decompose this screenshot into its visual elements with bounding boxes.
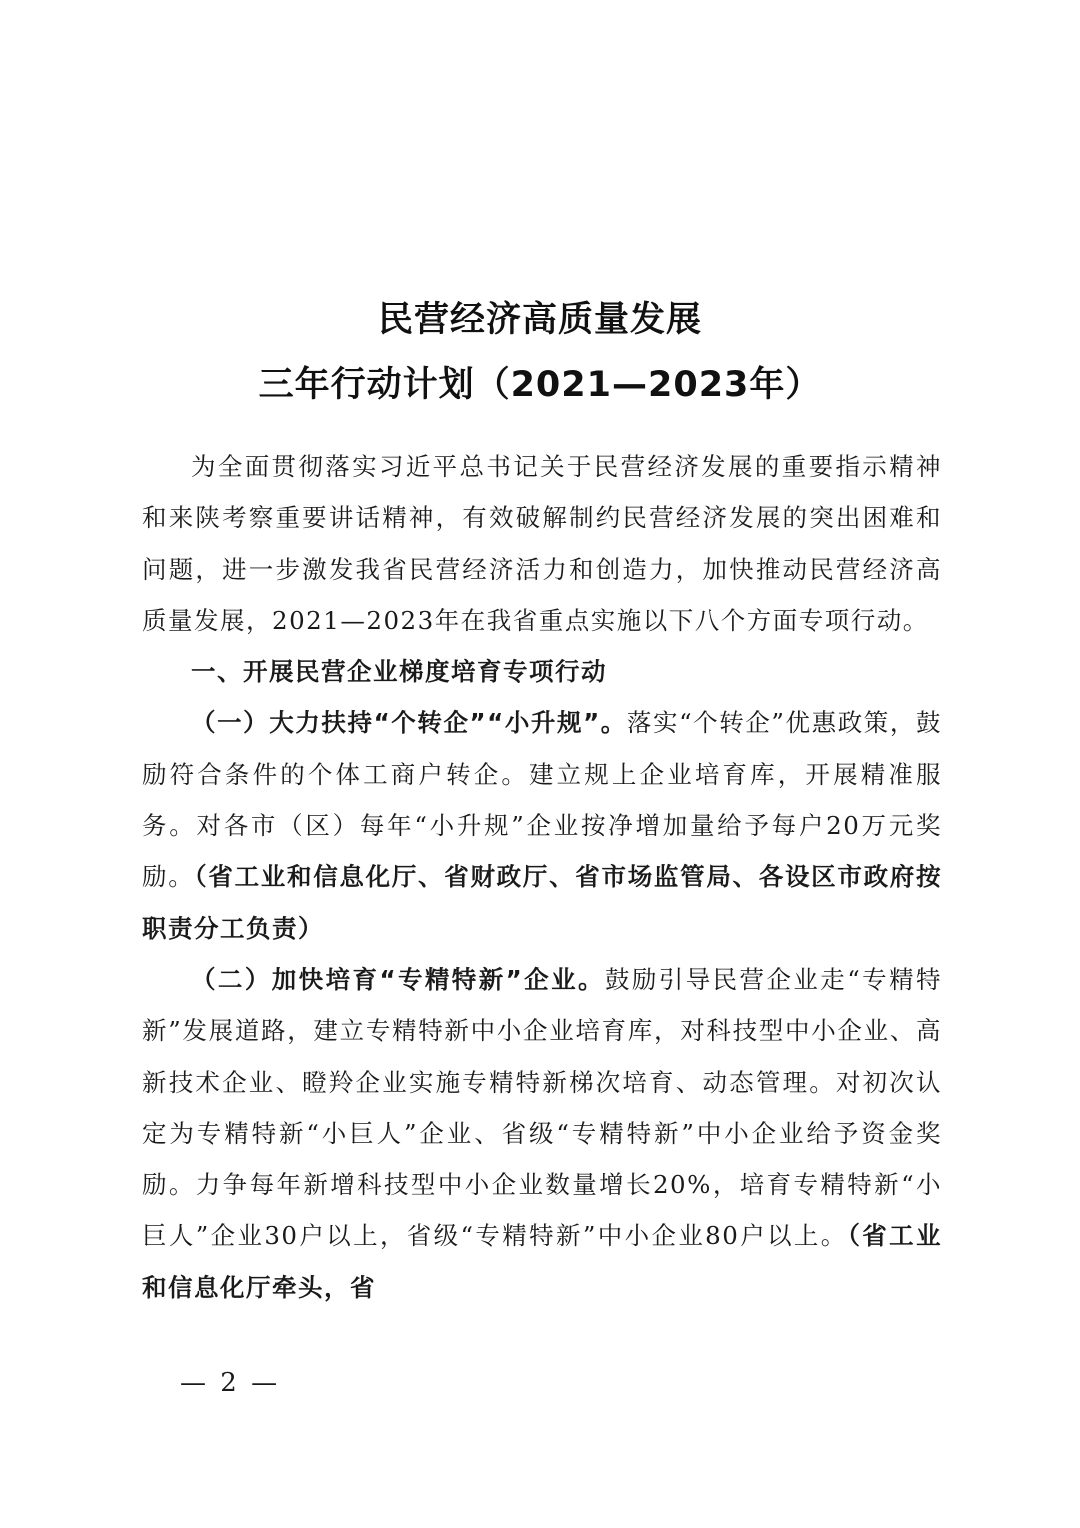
item-body-2: 鼓励引导民营企业走“专精特新”发展道路，建立专精特新中小企业培育库，对科技型中小企业、高新技术企业、瞪羚企业实施专精特新梯次培育、动态管理。对初次认定为专精特新“小巨人”企业、省级“专精特新”中小企业给予资金奖励。力争每年新增科技型中小企业数量增长20%，培育专精特新“小巨人”企业30户以上，省级“专精特新”中小企业80户以上。 (142, 964, 943, 1251)
item-responsibility-2: （省工业和信息化厅牵头，省 (142, 1221, 942, 1302)
item-lead-1: （一）大力扶持“个转企”“小升规”。 (191, 708, 627, 738)
document-title-line1: 民营经济高质量发展 (377, 300, 702, 340)
item-lead-2: （二）加快培育“专精特新”企业。 (191, 964, 605, 994)
item-body-1: 落实“个转企”优惠政策，鼓励符合条件的个体工商户转企。建立规上企业培育库，开展精准服务。对各市（区）每年“小升规”企业按净增加量给予每户20万元奖励。 (142, 708, 942, 892)
document-title-line2: 三年行动计划（2021—2023年） (258, 365, 822, 405)
section-heading: 一、开展民营企业梯度培育专项行动 (191, 657, 607, 687)
page-number: — 2 — (180, 1368, 281, 1398)
item-paragraph-2 (142, 954, 942, 1313)
intro-paragraph: 为全面贯彻落实习近平总书记关于民营经济发展的重要指示精神和来陕考察重要讲话精神，有效破解制约民营经济发展的突出困难和问题，进一步激发我省民营经济活力和创造力，加快推动民营经济高质量发展，2021—2023年在我省重点实施以下八个方面专项行动。 (142, 452, 942, 635)
item-responsibility-1: （省工业和信息化厅、省财政厅、省市场监管局、各设区市政府按职责分工负责） (142, 862, 943, 943)
document-body (142, 441, 942, 1313)
item-paragraph-1 (142, 697, 942, 953)
